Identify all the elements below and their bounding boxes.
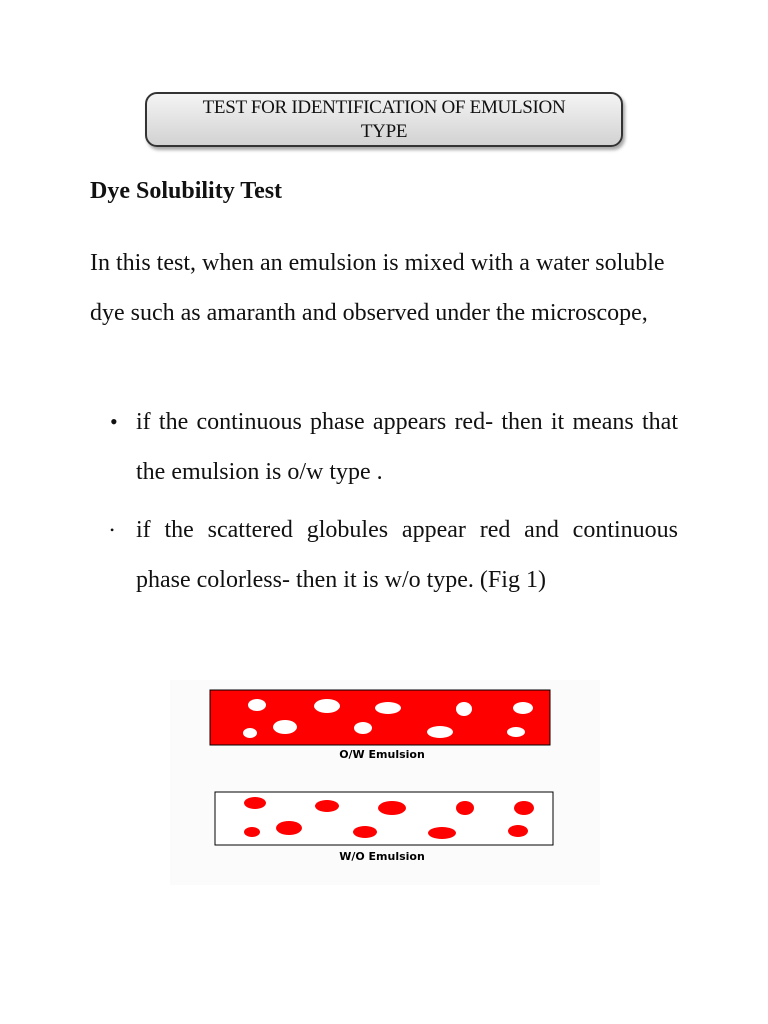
bullet-marker: •	[110, 523, 115, 537]
intro-paragraph: In this test, when an emulsion is mixed with a water soluble dye such as amaranth and observed under the microscope,	[90, 250, 665, 326]
emulsion-figure	[170, 680, 600, 885]
wo-globule	[428, 827, 456, 839]
ow-globule	[427, 726, 453, 738]
bullet-marker: •	[110, 409, 118, 434]
wo-globule	[456, 801, 474, 815]
wo-continuous-phase	[215, 792, 553, 845]
wo-globule	[353, 826, 377, 838]
ow-globule	[354, 722, 372, 734]
section-title-line-1: TEST FOR IDENTIFICATION OF EMULSION	[202, 97, 566, 118]
bullet-text: if the continuous phase appears red- then it means that the emulsion is o/w type .	[136, 409, 678, 485]
section-title-line-2: TYPE	[360, 121, 408, 142]
ow-globule	[273, 720, 297, 734]
list-item	[110, 397, 678, 497]
ow-globule	[314, 699, 340, 713]
bullet-text: if the scattered globules appear red and continuous phase colorless- then it is w/o type. (Fig 1)	[136, 517, 678, 593]
wo-globule	[276, 821, 302, 835]
ow-globule	[243, 728, 257, 738]
wo-globule	[378, 801, 406, 815]
section-title-box	[145, 92, 623, 147]
ow-globule	[248, 699, 266, 711]
section-heading: Dye Solubility Test	[90, 178, 283, 204]
wo-globule	[508, 825, 528, 837]
ow-globule	[456, 702, 472, 716]
ow-globule	[375, 702, 401, 714]
ow-continuous-phase	[210, 690, 550, 745]
ow-globule	[513, 702, 533, 714]
wo-caption: W/O Emulsion	[339, 850, 425, 863]
wo-globule	[315, 800, 339, 812]
wo-globule	[244, 797, 266, 809]
ow-caption: O/W Emulsion	[339, 748, 425, 761]
ow-globule	[507, 727, 525, 737]
wo-globule	[244, 827, 260, 837]
wo-globule	[514, 801, 534, 815]
list-item	[110, 505, 678, 605]
emulsion-diagram	[170, 680, 600, 885]
